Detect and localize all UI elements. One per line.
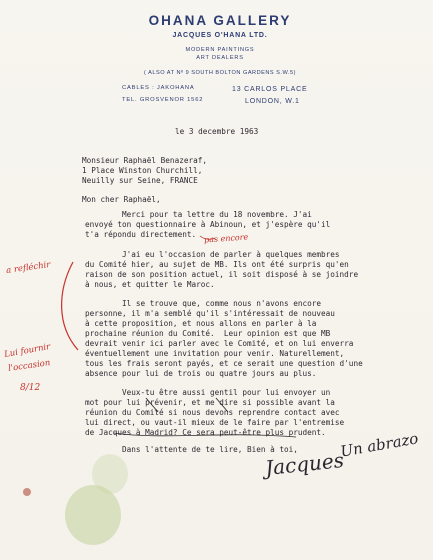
recipient-line: 1 Place Winston Churchill, <box>82 166 203 175</box>
body-line: prochaine réunion du Comité. Leur opinion est que MB <box>85 329 331 338</box>
annotation-margin-line: l'occasion <box>7 358 51 374</box>
body-line: Merci pour ta lettre du 18 novembre. J'ai <box>85 210 312 219</box>
body-line: du Comité hier, au sujet de MB. Ils ont été surpris qu'en <box>85 260 349 269</box>
paper-stain <box>23 488 31 496</box>
strike-mark <box>216 398 228 412</box>
paper-stain <box>92 454 128 494</box>
letterhead-also-at: ( ALSO AT Nº 9 SOUTH BOLTON GARDENS S.W.5) <box>144 70 296 76</box>
body-line: personne, il m'a semblé qu'il s'intéressait de nouveau <box>85 309 335 318</box>
annotation-margin-line: Lui fournir <box>3 342 52 360</box>
letterhead-line-1: MODERN PAINTINGS <box>185 47 255 53</box>
body-line: à cette proposition, et nous allons en parler à la <box>85 319 317 328</box>
body-line: t'a répondu directement. <box>85 230 197 239</box>
letterhead-gallery-name: OHANA GALLERY <box>148 13 292 28</box>
body-line: réunion du Comité si nous devons reprendre contact avec <box>85 408 340 417</box>
salutation: Mon cher Raphaël, <box>82 195 161 204</box>
underline-mark <box>114 433 296 437</box>
body-line: Il se trouve que, comme nous n'avons encore <box>85 299 322 308</box>
annotation-pas-encore: pas encore <box>203 232 249 245</box>
letter-date: le 3 decembre 1963 <box>175 127 259 136</box>
annotation-margin-top: a refléchir <box>5 259 52 277</box>
body-line: devrait venir ici parler avec le Comité, et on lui enverra <box>85 339 354 348</box>
body-line: éventuellement une invitation pour venir. Naturellement, <box>85 349 345 358</box>
body-line: raison de son position actuel, il soit disposé à se joindre <box>85 270 359 279</box>
strike-mark <box>146 398 158 412</box>
body-line: à nous, et quitter le Maroc. <box>85 280 215 289</box>
body-line: lui direct, ou vaut-il mieux de le faire par l'entremise <box>85 418 345 427</box>
letterhead-cables: CABLES : JAKOHANA <box>122 85 195 91</box>
body-line: absence pour lui de trois ou quatre jours au plus. <box>85 369 317 378</box>
paper-stain <box>65 485 121 545</box>
signature: Jacques <box>263 447 345 481</box>
annotation-un-abrazo: Un abrazo <box>339 429 420 461</box>
closing-line: Dans l'attente de te lire, Bien à toi, <box>85 445 298 454</box>
body-line: envoyé ton questionnaire à Abinoun, et j'espère qu'il <box>85 220 331 229</box>
caret-mark <box>200 236 215 239</box>
annotation-margin-date: 8/12 <box>20 383 41 393</box>
body-line: mot pour lui prévenir, et me dire si possible avant la <box>85 398 335 407</box>
recipient-line: Monsieur Raphaël Benazeraf, <box>82 156 207 165</box>
recipient-line: Neuilly sur Seine, FRANCE <box>82 176 198 185</box>
body-line: tous les frais seront payés, et ce serait une question d'une <box>85 359 363 368</box>
letterhead-city: LONDON, W.1 <box>245 98 300 105</box>
body-line: Veux-tu être aussi gentil pour lui envoyer un <box>85 388 331 397</box>
letterhead-line-2: ART DEALERS <box>196 55 244 61</box>
letterhead-street: 13 CARLOS PLACE <box>232 86 308 93</box>
letterhead-tel: TEL. GROSVENOR 1562 <box>122 97 204 103</box>
body-line: de Jacques à Madrid? Ce sera peut-être plus prudent. <box>85 428 326 437</box>
margin-bracket <box>62 262 78 350</box>
body-line: J'ai eu l'occasion de parler à quelques membres <box>85 250 340 259</box>
letterhead-company: JACQUES O'HANA LTD. <box>172 32 268 39</box>
